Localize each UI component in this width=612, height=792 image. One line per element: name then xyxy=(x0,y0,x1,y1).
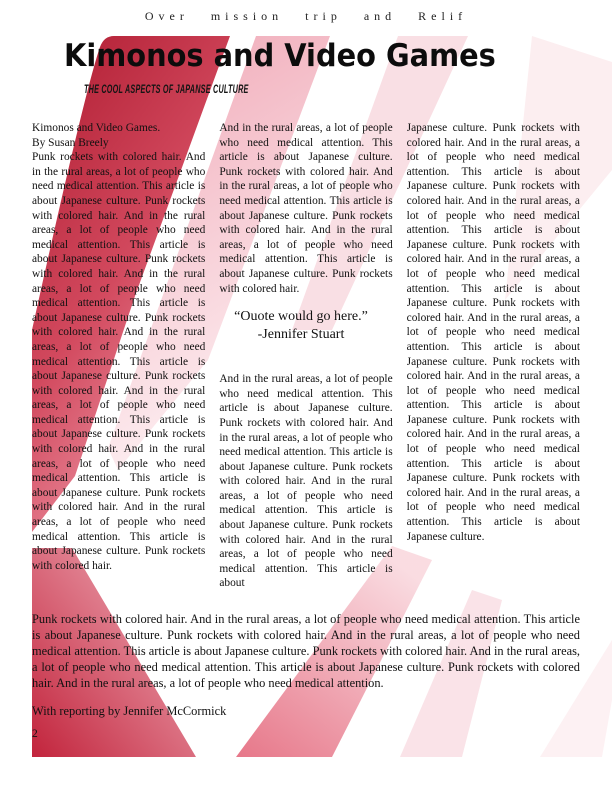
article-columns xyxy=(32,121,580,604)
pull-quote-block xyxy=(219,308,382,343)
reporting-credit: With reporting by Jennifer McCormick xyxy=(32,704,227,719)
article-subtitle: THE COOL ASPECTS OF JAPANSE CULTURE xyxy=(84,82,249,96)
bottom-full-width-paragraph: Punk rockets with colored hair. And in the rural areas, a lot of people who need medical attention. This article is about Japanese culture. Punk rockets with colored hair. And in the rural areas, a lot of people who need medical attention. This article is about Japanese culture. Punk rockets with colored hair. And in the rural areas, a lot of people who need medical attention. This article is about Japanese culture. Punk rockets with colored hair. And in the rural areas, a lot of people who need medical attention. xyxy=(32,612,580,691)
column-2-paragraph-1: And in the rural areas, a lot of people who need medical attention. This article is about Japanese culture. Punk rockets with colored hair. And in the rural areas, a lot of people who need medical attention. This article is about Japanese culture. Punk rockets with colored hair. And in the rural areas, a lot of people who need medical attention. This article is about Japanese culture. Punk rockets with colored hair. xyxy=(219,122,393,295)
byline-author: By Susan Breely xyxy=(32,136,109,149)
pull-quote-text: “Ouote would go here.” xyxy=(234,309,368,325)
page-kicker: Over mission trip and Relif xyxy=(144,9,468,23)
column-1-paragraph: Punk rockets with colored hair. And in the rural areas, a lot of people who need medical attention. This article is about Japanese culture. Punk rockets with colored hair. And in the rural areas, a lot of people who need medical attention. This article is about Japanese culture. Punk rockets with colored hair. And in the rural areas, a lot of people who need medical attention. This article is about Japanese culture. Punk rockets with colored hair. And in the rural areas, a lot of people who need medical attention. This article is about Japanese culture. Punk rockets with colored hair. And in the rural areas, a lot of people who need medical attention. This article is about Japanese culture. Punk rockets with colored hair. And in the rural areas, a lot of people who need medical attention. This article is about Japanese culture. Punk rockets with colored hair. And in the rural areas, a lot of people who need medical attention. This article is about Japanese culture. Punk rockets with colored hair. xyxy=(32,151,206,572)
byline-title: Kimonos and Video Games. xyxy=(32,122,161,134)
article-title: Kimonos and Video Games xyxy=(64,38,496,74)
pull-quote-attribution: -Jennifer Stuart xyxy=(257,326,345,342)
column-1 xyxy=(32,121,205,604)
column-2 xyxy=(219,121,392,604)
column-3-paragraph: Japanese culture. Punk rockets with colored hair. And in the rural areas, a lot of people who need medical attention. This article is about Japanese culture. Punk rockets with colored hair. And in the rural areas, a lot of people who need medical attention. This article is about Japanese culture. Punk rockets with colored hair. And in the rural areas, a lot of people who need medical attention. This article is about Japanese culture. Punk rockets with colored hair. And in the rural areas, a lot of people who need medical attention. This article is about Japanese culture. Punk rockets with colored hair. And in the rural areas, a lot of people who need medical attention. This article is about Japanese culture. Punk rockets with colored hair. And in the rural areas, a lot of people who need medical attention. This article is about Japanese culture. Punk rockets with colored hair. And in the rural areas, a lot of people who need medical attention. This article is about Japanese culture. xyxy=(406,122,580,543)
page-number: 2 xyxy=(32,728,38,741)
byline-block xyxy=(32,121,205,150)
column-2-paragraph-2: And in the rural areas, a lot of people who need medical attention. This article is about Japanese culture. Punk rockets with colored hair. And in the rural areas, a lot of people who need medical attention. This article is about Japanese culture. Punk rockets with colored hair. And in the rural areas, a lot of people who need medical attention. This article is about Japanese culture. Punk rockets with colored hair. And in the rural areas, a lot of people who need medical attention. This article is about xyxy=(219,373,393,590)
column-3 xyxy=(407,121,580,604)
